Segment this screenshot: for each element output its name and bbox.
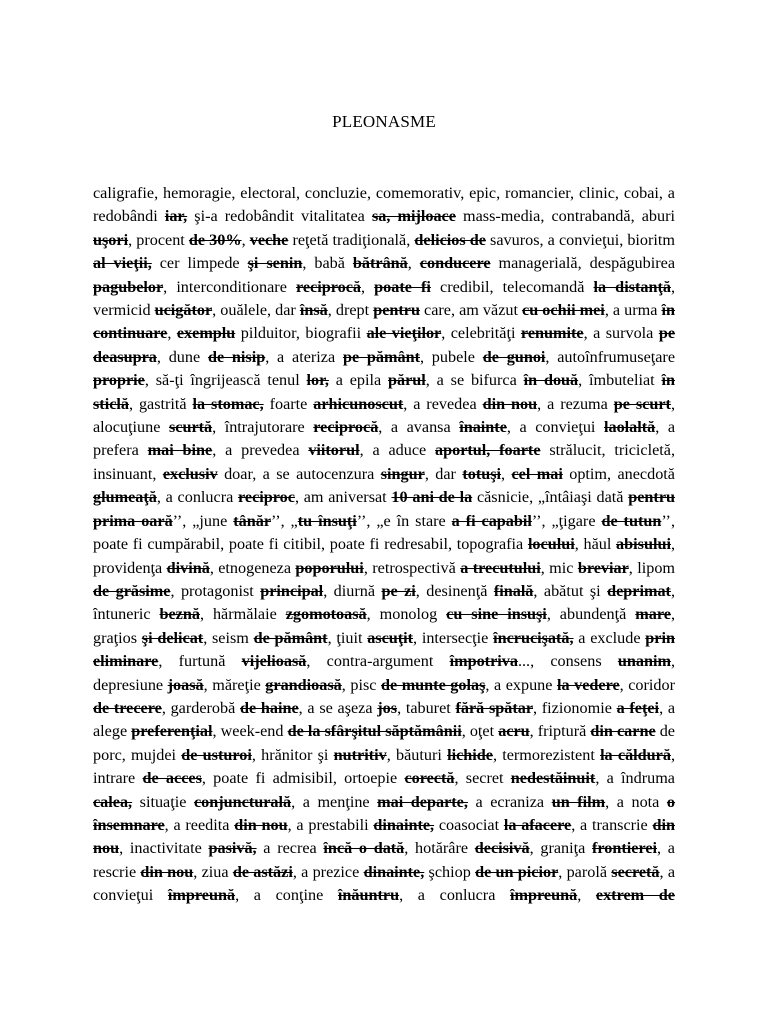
struck-pleonasm-word: fără spătar bbox=[455, 698, 534, 717]
text-run: , contra-argument bbox=[306, 652, 450, 671]
text-run: , a îndruma bbox=[595, 769, 675, 788]
struck-pleonasm-word: reciprocă bbox=[313, 418, 379, 437]
struck-pleonasm-word: pentru prima oară bbox=[93, 488, 675, 530]
struck-pleonasm-word: însă bbox=[299, 301, 328, 320]
text-run: , a revedea bbox=[403, 394, 483, 413]
text-run: , babă bbox=[302, 254, 353, 273]
text-run: , graniţa bbox=[529, 839, 592, 858]
struck-pleonasm-word: acru bbox=[498, 722, 530, 741]
struck-pleonasm-word: din nou bbox=[140, 862, 194, 881]
struck-pleonasm-word: în două bbox=[523, 371, 579, 390]
struck-pleonasm-word: bătrână bbox=[352, 254, 408, 273]
text-run: , intersecţie bbox=[413, 628, 494, 647]
text-run: ’’, „e în stare bbox=[356, 511, 452, 530]
struck-pleonasm-word: de munte golaş bbox=[380, 675, 486, 694]
struck-pleonasm-word: sa, mijloace bbox=[371, 207, 456, 226]
text-run: credibil, telecomandă bbox=[430, 277, 594, 296]
text-run: , secret bbox=[454, 769, 511, 788]
struck-pleonasm-word: reciprocă bbox=[295, 277, 362, 296]
struck-pleonasm-word: delicios de bbox=[414, 230, 486, 249]
text-run: , protagonist bbox=[170, 581, 261, 600]
text-run: doar, a se autocenzura bbox=[217, 464, 381, 483]
struck-pleonasm-word: de nisip bbox=[207, 347, 266, 366]
text-run: , furtună bbox=[158, 652, 242, 671]
text-run: , a ateriza bbox=[265, 347, 343, 366]
text-run: , a conlucra bbox=[156, 488, 239, 507]
struck-pleonasm-word: unanim bbox=[617, 652, 671, 671]
text-run: , a aduce bbox=[359, 441, 436, 460]
struck-pleonasm-word: totuşi bbox=[462, 464, 502, 483]
text-run: , hotărâre bbox=[404, 839, 475, 858]
struck-pleonasm-word: împreună bbox=[167, 886, 236, 905]
text-run: , celebrităţi bbox=[441, 324, 521, 343]
text-run: , ziua bbox=[193, 862, 233, 881]
text-run: , coridor bbox=[619, 675, 675, 694]
text-run: , pubele bbox=[419, 347, 483, 366]
text-run: , autoînfrumuseţare bbox=[545, 347, 675, 366]
text-run: şchiop bbox=[424, 862, 476, 881]
text-run: , garderobă bbox=[161, 698, 240, 717]
text-run: , a avansa bbox=[378, 418, 460, 437]
text-run: , a prezice bbox=[292, 862, 364, 881]
struck-pleonasm-word: încrucişată, bbox=[493, 628, 574, 647]
text-run: , monolog bbox=[366, 605, 447, 624]
text-run: şi-a redobândit vitalitatea bbox=[187, 207, 372, 226]
struck-pleonasm-word: veche bbox=[249, 230, 289, 249]
text-run: , întrajutorare bbox=[212, 418, 314, 437]
struck-pleonasm-word: a feţei bbox=[616, 698, 660, 717]
struck-pleonasm-word: pagubelor bbox=[93, 277, 164, 296]
struck-pleonasm-word: prin eliminare bbox=[93, 628, 675, 671]
struck-pleonasm-word: de grăsime bbox=[93, 581, 171, 600]
struck-pleonasm-word: exemplu bbox=[176, 324, 236, 343]
text-run: , băuturi bbox=[386, 745, 448, 764]
text-run: , interconditionare bbox=[163, 277, 296, 296]
struck-pleonasm-word: pe pământ bbox=[342, 347, 420, 366]
text-run: foarte bbox=[263, 394, 314, 413]
text-run: , abătut şi bbox=[533, 581, 608, 600]
struck-pleonasm-word: pe deasupra bbox=[93, 324, 675, 366]
struck-pleonasm-word: extrem de bbox=[595, 886, 675, 905]
text-run: , inactivitate bbox=[119, 839, 209, 858]
text-run: , a expune bbox=[485, 675, 557, 694]
text-run: căsnicie, „întâiaşi dată bbox=[472, 488, 629, 507]
struck-pleonasm-word: preferenţial bbox=[131, 722, 213, 741]
struck-pleonasm-word: uşori bbox=[93, 230, 129, 249]
text-run: de porc, mujdei bbox=[93, 722, 675, 764]
text-run: ’’, „ţigare bbox=[531, 511, 602, 530]
text-run: , a menţine bbox=[291, 792, 378, 811]
struck-pleonasm-word: ucigător bbox=[154, 301, 213, 320]
struck-pleonasm-word: deprimat bbox=[607, 581, 671, 600]
struck-pleonasm-word: de un picior bbox=[475, 862, 559, 881]
struck-pleonasm-word: nutritiv bbox=[333, 745, 387, 764]
struck-pleonasm-word: divină bbox=[166, 558, 210, 577]
text-run: , termorezistent bbox=[492, 745, 601, 764]
struck-pleonasm-word: nedestăinuit bbox=[510, 769, 596, 788]
document-body bbox=[93, 182, 675, 982]
struck-pleonasm-word: împreună bbox=[510, 886, 578, 905]
struck-pleonasm-word: tânăr bbox=[233, 511, 271, 530]
struck-pleonasm-word: poporului bbox=[295, 558, 364, 577]
struck-pleonasm-word: aportul, foarte bbox=[435, 441, 541, 460]
text-run: , bbox=[361, 277, 375, 296]
text-run: , bbox=[167, 324, 177, 343]
text-run: reţetă tradiţională, bbox=[288, 230, 415, 249]
struck-pleonasm-word: din nou bbox=[234, 815, 288, 834]
struck-pleonasm-word: la căldură bbox=[600, 745, 671, 764]
struck-pleonasm-word: la stomac, bbox=[192, 394, 264, 413]
struck-pleonasm-word: şi delicat bbox=[141, 628, 204, 647]
struck-pleonasm-word: tu însuţi bbox=[297, 511, 357, 530]
struck-pleonasm-word: laolaltă bbox=[603, 418, 656, 437]
struck-pleonasm-word: 10 ani de la bbox=[391, 488, 473, 507]
struck-pleonasm-word: proprie bbox=[93, 371, 145, 390]
text-run: , a convieţui bbox=[93, 862, 675, 905]
struck-pleonasm-word: mare bbox=[635, 605, 671, 624]
text-run: , friptură bbox=[529, 722, 591, 741]
text-run: , graţios bbox=[93, 605, 675, 647]
text-run: , gastrită bbox=[128, 394, 193, 413]
struck-pleonasm-word: secretă bbox=[611, 862, 660, 881]
struck-pleonasm-word: beznă bbox=[159, 605, 200, 624]
struck-pleonasm-word: de pământ bbox=[253, 628, 328, 647]
text-run: a recrea bbox=[256, 839, 324, 858]
struck-pleonasm-word: şi senin bbox=[247, 254, 303, 273]
struck-pleonasm-word: mai departe, bbox=[377, 792, 468, 811]
text-run: , etnogeneza bbox=[209, 558, 296, 577]
text-run: , providenţa bbox=[93, 535, 675, 577]
struck-pleonasm-word: lor, bbox=[306, 371, 329, 390]
text-run: , a rezuma bbox=[537, 394, 614, 413]
text-run: , a reedita bbox=[164, 815, 235, 834]
text-run: , drept bbox=[327, 301, 374, 320]
text-run: ’’, poate fi cumpărabil, poate fi citibil, poate fi redresabil, topografia bbox=[93, 511, 675, 554]
struck-pleonasm-word: decisivă bbox=[474, 839, 530, 858]
struck-pleonasm-word: din carne bbox=[590, 722, 656, 741]
struck-pleonasm-word: cel mai bbox=[511, 464, 563, 483]
struck-pleonasm-word: pe zi bbox=[381, 581, 416, 600]
struck-pleonasm-word: din nou bbox=[93, 815, 675, 858]
text-run: , a se aşeza bbox=[298, 698, 378, 717]
struck-pleonasm-word: calea, bbox=[93, 792, 133, 811]
text-run: , a rescrie bbox=[93, 839, 675, 881]
text-run: , procent bbox=[128, 230, 189, 249]
struck-pleonasm-word: frontierei bbox=[592, 839, 658, 858]
text-run: , a urma bbox=[604, 301, 662, 320]
struck-pleonasm-word: corectă bbox=[404, 769, 455, 788]
text-run: , a conlucra bbox=[399, 886, 511, 905]
text-run: , a prefera bbox=[93, 418, 675, 460]
struck-pleonasm-word: cu sine insuşi bbox=[446, 605, 547, 624]
struck-pleonasm-word: exclusiv bbox=[162, 464, 218, 483]
struck-pleonasm-word: dinainte, bbox=[373, 815, 435, 834]
text-run: , a prestabili bbox=[287, 815, 374, 834]
text-run: ’’, „ bbox=[271, 511, 298, 530]
text-run: , întuneric bbox=[93, 581, 675, 624]
struck-pleonasm-word: de usturoi bbox=[181, 745, 252, 764]
text-run: ..., consens bbox=[517, 652, 618, 671]
struck-pleonasm-word: conducere bbox=[419, 254, 491, 273]
struck-pleonasm-word: încă o dată bbox=[323, 839, 405, 858]
struck-pleonasm-word: la afacere bbox=[503, 815, 572, 834]
struck-pleonasm-word: de gunoi bbox=[482, 347, 546, 366]
struck-pleonasm-word: abisului bbox=[616, 535, 671, 554]
text-run: , ţiuit bbox=[327, 628, 368, 647]
struck-pleonasm-word: la vedere bbox=[556, 675, 620, 694]
text-run: a exclude bbox=[573, 628, 646, 647]
text-run: , a survola bbox=[583, 324, 659, 343]
struck-pleonasm-word: mai bine bbox=[147, 441, 213, 460]
struck-pleonasm-word: joasă bbox=[167, 675, 204, 694]
text-run: managerială, despăgubirea bbox=[490, 254, 675, 273]
text-run: , hăul bbox=[574, 535, 617, 554]
text-run: , lipom bbox=[628, 558, 675, 577]
text-run: a epila bbox=[328, 371, 388, 390]
text-run: , vermicid bbox=[93, 277, 675, 320]
struck-pleonasm-word: principal bbox=[260, 581, 324, 600]
struck-pleonasm-word: singur bbox=[380, 464, 425, 483]
text-run: , hărmălaie bbox=[199, 605, 286, 624]
struck-pleonasm-word: pentru bbox=[373, 301, 420, 320]
struck-pleonasm-word: ale vieţilor bbox=[366, 324, 442, 343]
text-run: , mic bbox=[540, 558, 578, 577]
text-run: , să-ţi îngrijească tenul bbox=[144, 371, 307, 390]
text-run: strălucit, tricicletă, insinuant, bbox=[93, 441, 675, 483]
text-run: , oţet bbox=[461, 722, 499, 741]
struck-pleonasm-word: înăuntru bbox=[337, 886, 400, 905]
text-run: savuros, a convieţui, bioritm bbox=[485, 230, 675, 249]
text-run: , a se bifurca bbox=[425, 371, 524, 390]
text-run: care, am văzut bbox=[419, 301, 523, 320]
struck-pleonasm-word: locului bbox=[527, 535, 575, 554]
struck-pleonasm-word: breviar bbox=[577, 558, 629, 577]
text-run: , bbox=[501, 464, 512, 483]
text-run: , hrănitor şi bbox=[251, 745, 334, 764]
text-run: , desinenţă bbox=[415, 581, 494, 600]
struck-pleonasm-word: un film bbox=[551, 792, 606, 811]
text-run: , fizionomie bbox=[533, 698, 617, 717]
text-run: , bbox=[241, 230, 250, 249]
text-run: , abundenţă bbox=[546, 605, 636, 624]
text-run: , a alege bbox=[93, 698, 675, 741]
struck-pleonasm-word: împotriva bbox=[449, 652, 518, 671]
struck-pleonasm-word: pasivă, bbox=[208, 839, 257, 858]
text-run: , ouălele, dar bbox=[212, 301, 300, 320]
struck-pleonasm-word: vijelioasă bbox=[241, 652, 307, 671]
struck-pleonasm-word: părul bbox=[387, 371, 426, 390]
text-run: , alocuţiune bbox=[93, 394, 675, 437]
text-run: , pisc bbox=[341, 675, 381, 694]
struck-pleonasm-word: înainte bbox=[459, 418, 507, 437]
struck-pleonasm-word: scurtă bbox=[168, 418, 213, 437]
struck-pleonasm-word: de la sfârşitul săptămânii bbox=[287, 722, 462, 741]
struck-pleonasm-word: lichide bbox=[447, 745, 493, 764]
struck-pleonasm-word: de acces bbox=[142, 769, 202, 788]
text-run: , bbox=[407, 254, 420, 273]
struck-pleonasm-word: arhicunoscut bbox=[313, 394, 404, 413]
text-run: , a transcrie bbox=[571, 815, 653, 834]
struck-pleonasm-word: o însemnare bbox=[93, 792, 675, 834]
struck-pleonasm-word: cu ochii mei bbox=[522, 301, 605, 320]
text-run: , îmbuteliat bbox=[578, 371, 662, 390]
struck-pleonasm-word: a trecutului bbox=[460, 558, 541, 577]
text-run: coasociat bbox=[434, 815, 504, 834]
text-run: , a conţine bbox=[235, 886, 338, 905]
struck-pleonasm-word: renumite bbox=[520, 324, 584, 343]
struck-pleonasm-word: grandioasă bbox=[265, 675, 342, 694]
struck-pleonasm-word: de astăzi bbox=[232, 862, 293, 881]
text-run: , a convieţui bbox=[506, 418, 604, 437]
text-run: , depresiune bbox=[93, 652, 675, 694]
struck-pleonasm-word: de tutun bbox=[601, 511, 662, 530]
text-run: , parolă bbox=[558, 862, 612, 881]
text-run: mass-media, contrabandă, aburi bbox=[455, 207, 675, 226]
text-run: , poate fi admisibil, ortoepie bbox=[201, 769, 405, 788]
struck-pleonasm-word: reciproc bbox=[238, 488, 295, 507]
text-run: pilduitor, biografii bbox=[235, 324, 367, 343]
struck-pleonasm-word: jos bbox=[377, 698, 398, 717]
text-run: , week-end bbox=[212, 722, 288, 741]
struck-pleonasm-word: glumeaţă bbox=[93, 488, 157, 507]
text-run: , dar bbox=[424, 464, 463, 483]
struck-pleonasm-word: de trecere bbox=[93, 698, 162, 717]
text-run: , a nota bbox=[605, 792, 667, 811]
struck-pleonasm-word: poate fi bbox=[374, 277, 431, 296]
struck-pleonasm-word: de 30% bbox=[188, 230, 242, 249]
text-run: , diurnă bbox=[323, 581, 382, 600]
struck-pleonasm-word: la distanţă bbox=[593, 277, 671, 296]
struck-pleonasm-word: conjuncturală bbox=[193, 792, 292, 811]
text-run: , dune bbox=[156, 347, 208, 366]
struck-pleonasm-word: a fi capabil bbox=[451, 511, 532, 530]
text-run: ’’, „june bbox=[172, 511, 234, 530]
struck-pleonasm-word: zgomotoasă bbox=[285, 605, 367, 624]
struck-pleonasm-word: în sticlă bbox=[93, 371, 675, 413]
struck-pleonasm-word: din nou bbox=[482, 394, 538, 413]
struck-pleonasm-word: dinainte, bbox=[363, 862, 425, 881]
text-run: , intrare bbox=[93, 745, 675, 788]
text-run: , taburet bbox=[397, 698, 456, 717]
text-run: optim, anecdotă bbox=[562, 464, 675, 483]
text-run: , retrospectivă bbox=[363, 558, 461, 577]
struck-pleonasm-word: de haine bbox=[239, 698, 299, 717]
struck-pleonasm-word: în continuare bbox=[93, 301, 675, 343]
text-run: situaţie bbox=[132, 792, 194, 811]
text-run: caligrafie, hemoragie, electoral, concluzie, comemorativ, epic, romancier, clinic, cobai, a redobândi bbox=[93, 184, 675, 226]
struck-pleonasm-word: al vieţii, bbox=[93, 254, 152, 273]
struck-pleonasm-word: ascuţit bbox=[367, 628, 414, 647]
text-run: , seism bbox=[203, 628, 254, 647]
document-title: PLEONASME bbox=[332, 112, 436, 131]
text-run: a ecraniza bbox=[467, 792, 552, 811]
text-run: , măreţie bbox=[203, 675, 266, 694]
text-run: , am aniversat bbox=[294, 488, 392, 507]
struck-pleonasm-word: finală bbox=[493, 581, 534, 600]
struck-pleonasm-word: iar, bbox=[164, 207, 188, 226]
text-run: , bbox=[577, 886, 596, 905]
struck-pleonasm-word: viitorul bbox=[308, 441, 360, 460]
text-run: , a prevedea bbox=[212, 441, 309, 460]
text-run: cer limpede bbox=[151, 254, 248, 273]
struck-pleonasm-word: pe scurt bbox=[613, 394, 671, 413]
